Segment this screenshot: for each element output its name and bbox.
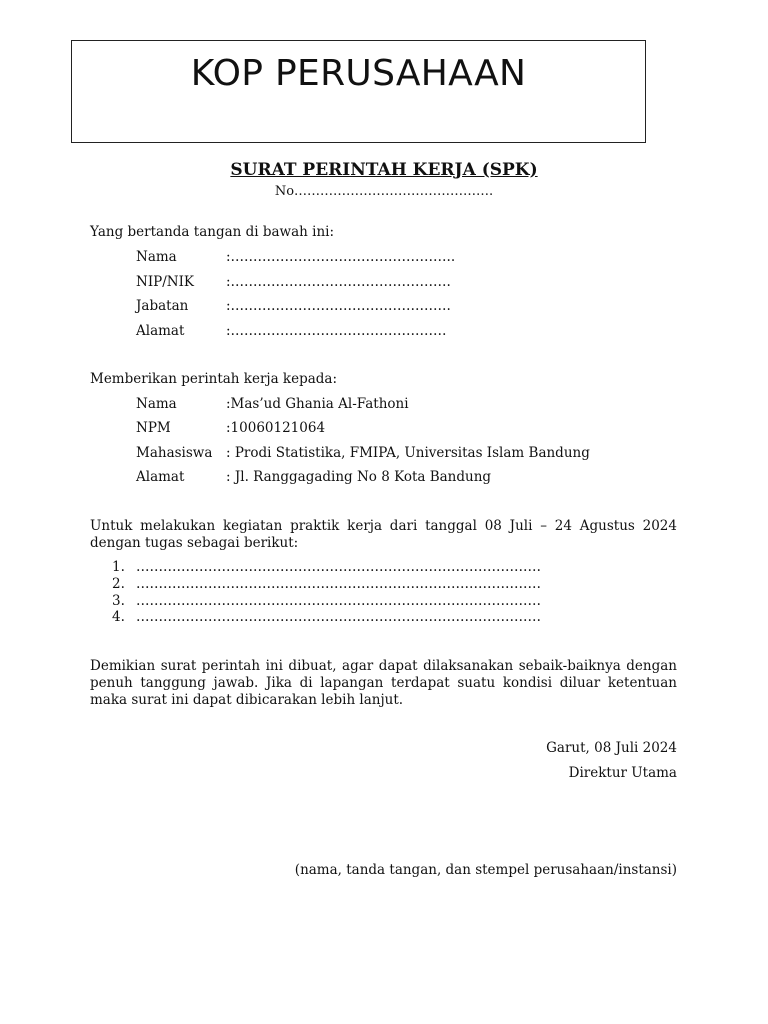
task-item [112, 576, 541, 593]
task-number: 3. [112, 593, 125, 609]
field-label: Nama [136, 396, 177, 412]
closing-paragraph: Demikian surat perintah ini dibuat, agar dapat dilaksanakan sebaik-baiknya dengan penuh tanggung jawab. Jika di lapangan terdapat suatu kondisi diluar ketentuan maka surat ini dapat dibicarakan lebih lanjut. [90, 658, 677, 708]
recipient-row-npm [136, 420, 325, 437]
field-label: Alamat [136, 469, 185, 485]
field-value: :Mas’ud Ghania Al-Fathoni [226, 396, 409, 412]
field-value: :………………………………………….. [226, 249, 456, 265]
field-label: NPM [136, 420, 171, 436]
place-date: Garut, 08 Juli 2024 [546, 740, 677, 756]
field-label: Alamat [136, 323, 185, 339]
recipient-row-name [136, 396, 409, 413]
signer-row-jabatan [136, 298, 451, 315]
field-value: :…………………………………………. [226, 298, 451, 314]
task-text: ……………………………………………………………………………… [136, 559, 541, 575]
task-intro: Untuk melakukan kegiatan praktik kerja dari tanggal 08 Juli – 24 Agustus 2024 dengan tugas sebagai berikut: [90, 518, 677, 551]
field-label: NIP/NIK [136, 274, 195, 290]
task-text: ……………………………………………………………………………… [136, 593, 541, 609]
task-item [112, 559, 541, 576]
task-item [112, 609, 541, 626]
letter-number: No………………………………………. [274, 184, 494, 199]
letterhead-text: KOP PERUSAHAAN [190, 53, 527, 94]
task-text: ……………………………………………………………………………… [136, 576, 541, 592]
field-value: : Jl. Ranggagading No 8 Kota Bandung [226, 469, 492, 485]
field-value: :…………………………………………. [226, 274, 451, 290]
recipient-intro: Memberikan perintah kerja kepada: [90, 371, 338, 387]
letter-title: SURAT PERINTAH KERJA (SPK) [230, 160, 538, 180]
field-label: Nama [136, 249, 177, 265]
field-value: :10060121064 [226, 420, 326, 436]
field-label: Mahasiswa [136, 445, 213, 461]
signer-intro: Yang bertanda tangan di bawah ini: [90, 224, 335, 240]
task-number: 1. [112, 559, 125, 575]
recipient-row-alamat [136, 469, 491, 486]
task-number: 4. [112, 609, 125, 625]
field-value: : Prodi Statistika, FMIPA, Universitas Islam Bandung [226, 445, 590, 461]
task-item [112, 593, 541, 610]
recipient-row-mahasiswa [136, 445, 590, 462]
signer-position: Direktur Utama [568, 765, 677, 781]
signer-row-nip [136, 274, 451, 291]
field-value: :………………………………………… [226, 323, 447, 339]
task-text: ……………………………………………………………………………… [136, 609, 541, 625]
signature-note: (nama, tanda tangan, dan stempel perusahaan/instansi) [294, 862, 677, 878]
task-number: 2. [112, 576, 125, 592]
field-label: Jabatan [136, 298, 189, 314]
letterhead-box [71, 40, 646, 143]
signer-row-name [136, 249, 455, 266]
signer-row-alamat [136, 323, 447, 340]
